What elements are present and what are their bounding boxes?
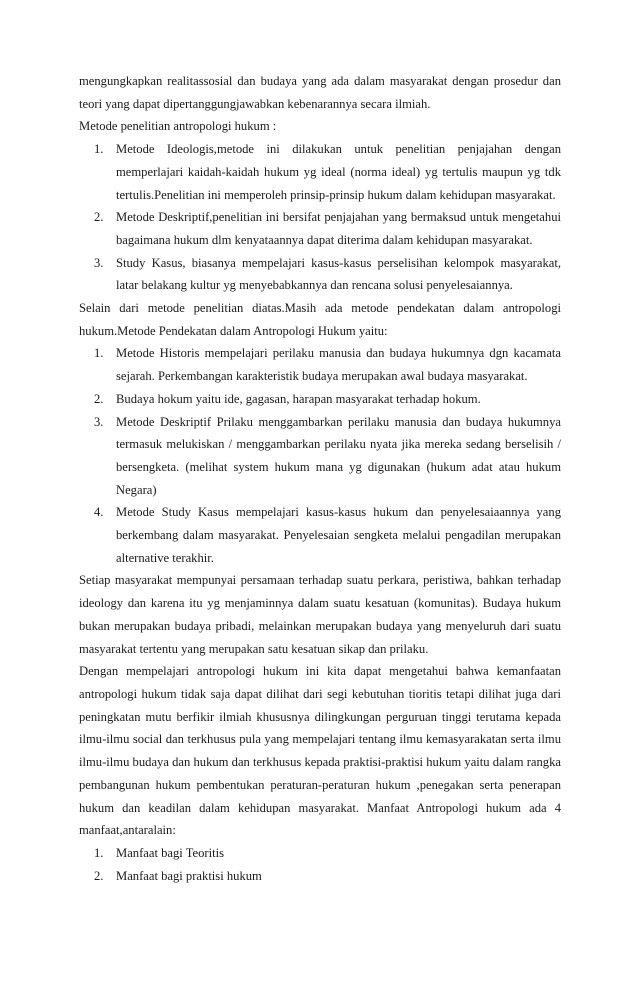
list-item [79,411,561,502]
list-item [79,342,561,387]
approach-intro-paragraph: Selain dari metode penelitian diatas.Masih ada metode pendekatan dalam antropologi hukum.Metode Pendekatan dalam Antropologi Hukum yaitu: [79,301,561,338]
society-paragraph: Setiap masyarakat mempunyai persamaan terhadap suatu perkara, peristiwa, bahkan terhadap ideology dan karena itu yg menjaminnya dalam suatu kesatuan (komunitas). Budaya hukum bukan merupakan budaya pribadi, melainkan merupakan budaya yang menyeluruh dari suatu masyarakat tertentu yang merupakan satu kesatuan sikap dan prilaku. [79,573,561,656]
list-item-text: Study Kasus, biasanya mempelajari kasus-kasus perselisihan kelompok masyarakat, latar belakang kultur yg menyebabkannya dan rencana solusi penyelesaiannya. [116,255,561,293]
list-item [79,388,561,411]
list-item [79,865,561,888]
list-number: 2. [94,868,104,883]
list-number: 3. [94,255,104,270]
approaches-list [79,342,561,569]
list-number: 4. [94,505,104,520]
list-number: 1. [94,845,104,860]
list-item-text: Manfaat bagi Teoritis [116,845,224,860]
list-item-text: Metode Deskriptif Prilaku menggambarkan perilaku manusia dan budaya hukumnya termasuk melukiskan / menggambarkan perilaku nyata jika mereka sedang berselisih / bersengketa. (melihat system hukum mana yg digunakan (hukum adat atau hukum Negara) [116,414,561,497]
methods-heading: Metode penelitian antropologi hukum : [79,119,277,134]
list-item [79,252,561,297]
document-page [79,70,561,887]
list-item-text: Metode Study Kasus mempelajari kasus-kasus hukum dan penyelesaiaannya yang berkembang dalam masyarakat. Penyelesaian sengketa melalui pengadilan merupakan alternative terakhir. [116,505,561,565]
list-number: 2. [94,210,104,225]
list-item [79,138,561,206]
list-item-text: Metode Deskriptif,penelitian ini bersifat penjajahan yang bermaksud untuk mengetahui bagaimana hukum dlm kenyataannya dapat diterima dalam kehidupan masyarakat. [116,210,561,247]
benefits-list [79,842,561,887]
list-number: 1. [94,142,104,157]
list-item [79,842,561,865]
list-number: 3. [94,414,104,429]
list-item-text: Metode Historis mempelajari perilaku manusia dan budaya hukumnya dgn kacamata sejarah. Perkembangan karakteristik budaya merupakan awal budaya masyarakat. [116,346,561,384]
list-item-text: Budaya hokum yaitu ide, gagasan, harapan masyarakat terhadap hokum. [116,391,481,406]
list-item-text: Manfaat bagi praktisi hukum [116,868,262,883]
list-item [79,501,561,569]
intro-paragraph: mengungkapkan realitassosial dan budaya yang ada dalam masyarakat dengan prosedur dan teori yang dapat dipertanggungjawabkan kebenarannya secara ilmiah. [79,74,561,111]
methods-list [79,138,561,297]
list-number: 1. [94,346,104,361]
list-item [79,206,561,251]
list-item-text: Metode Ideologis,metode ini dilakukan untuk penelitian penjajahan dengan memperlajari kaidah-kaidah hukum yg ideal (norma ideal) yg tertulis maupun yg tdk tertulis.Penelitian ini memperoleh prinsip-prinsip hukum dalam kehidupan masyarakat. [116,142,561,202]
benefits-paragraph: Dengan mempelajari antropologi hukum ini kita dapat mengetahui bahwa kemanfaatan antropologi hukum tidak saja dapat dilihat dari segi kebutuhan tioritis tetapi dilihat juga dari peningkatan mutu berfikir ilmiah khususnya dilingkungan perguruan tinggi terutama kepada ilmu-ilmu social dan terkhusus pula yang mempelajari tentang ilmu kemasyarakatan serta ilmu ilmu-ilmu budaya dan hukum dan terkhusus kepada praktisi-praktisi hukum yaitu dalam rangka pembangunan hukum pembentukan peraturan-peraturan hukum ,penegakan serta penerapan hukum dan keadilan dalam kehidupan masyarakat. Manfaat Antropologi hukum ada 4 manfaat,antaralain: [79,664,561,838]
list-number: 2. [94,391,104,406]
